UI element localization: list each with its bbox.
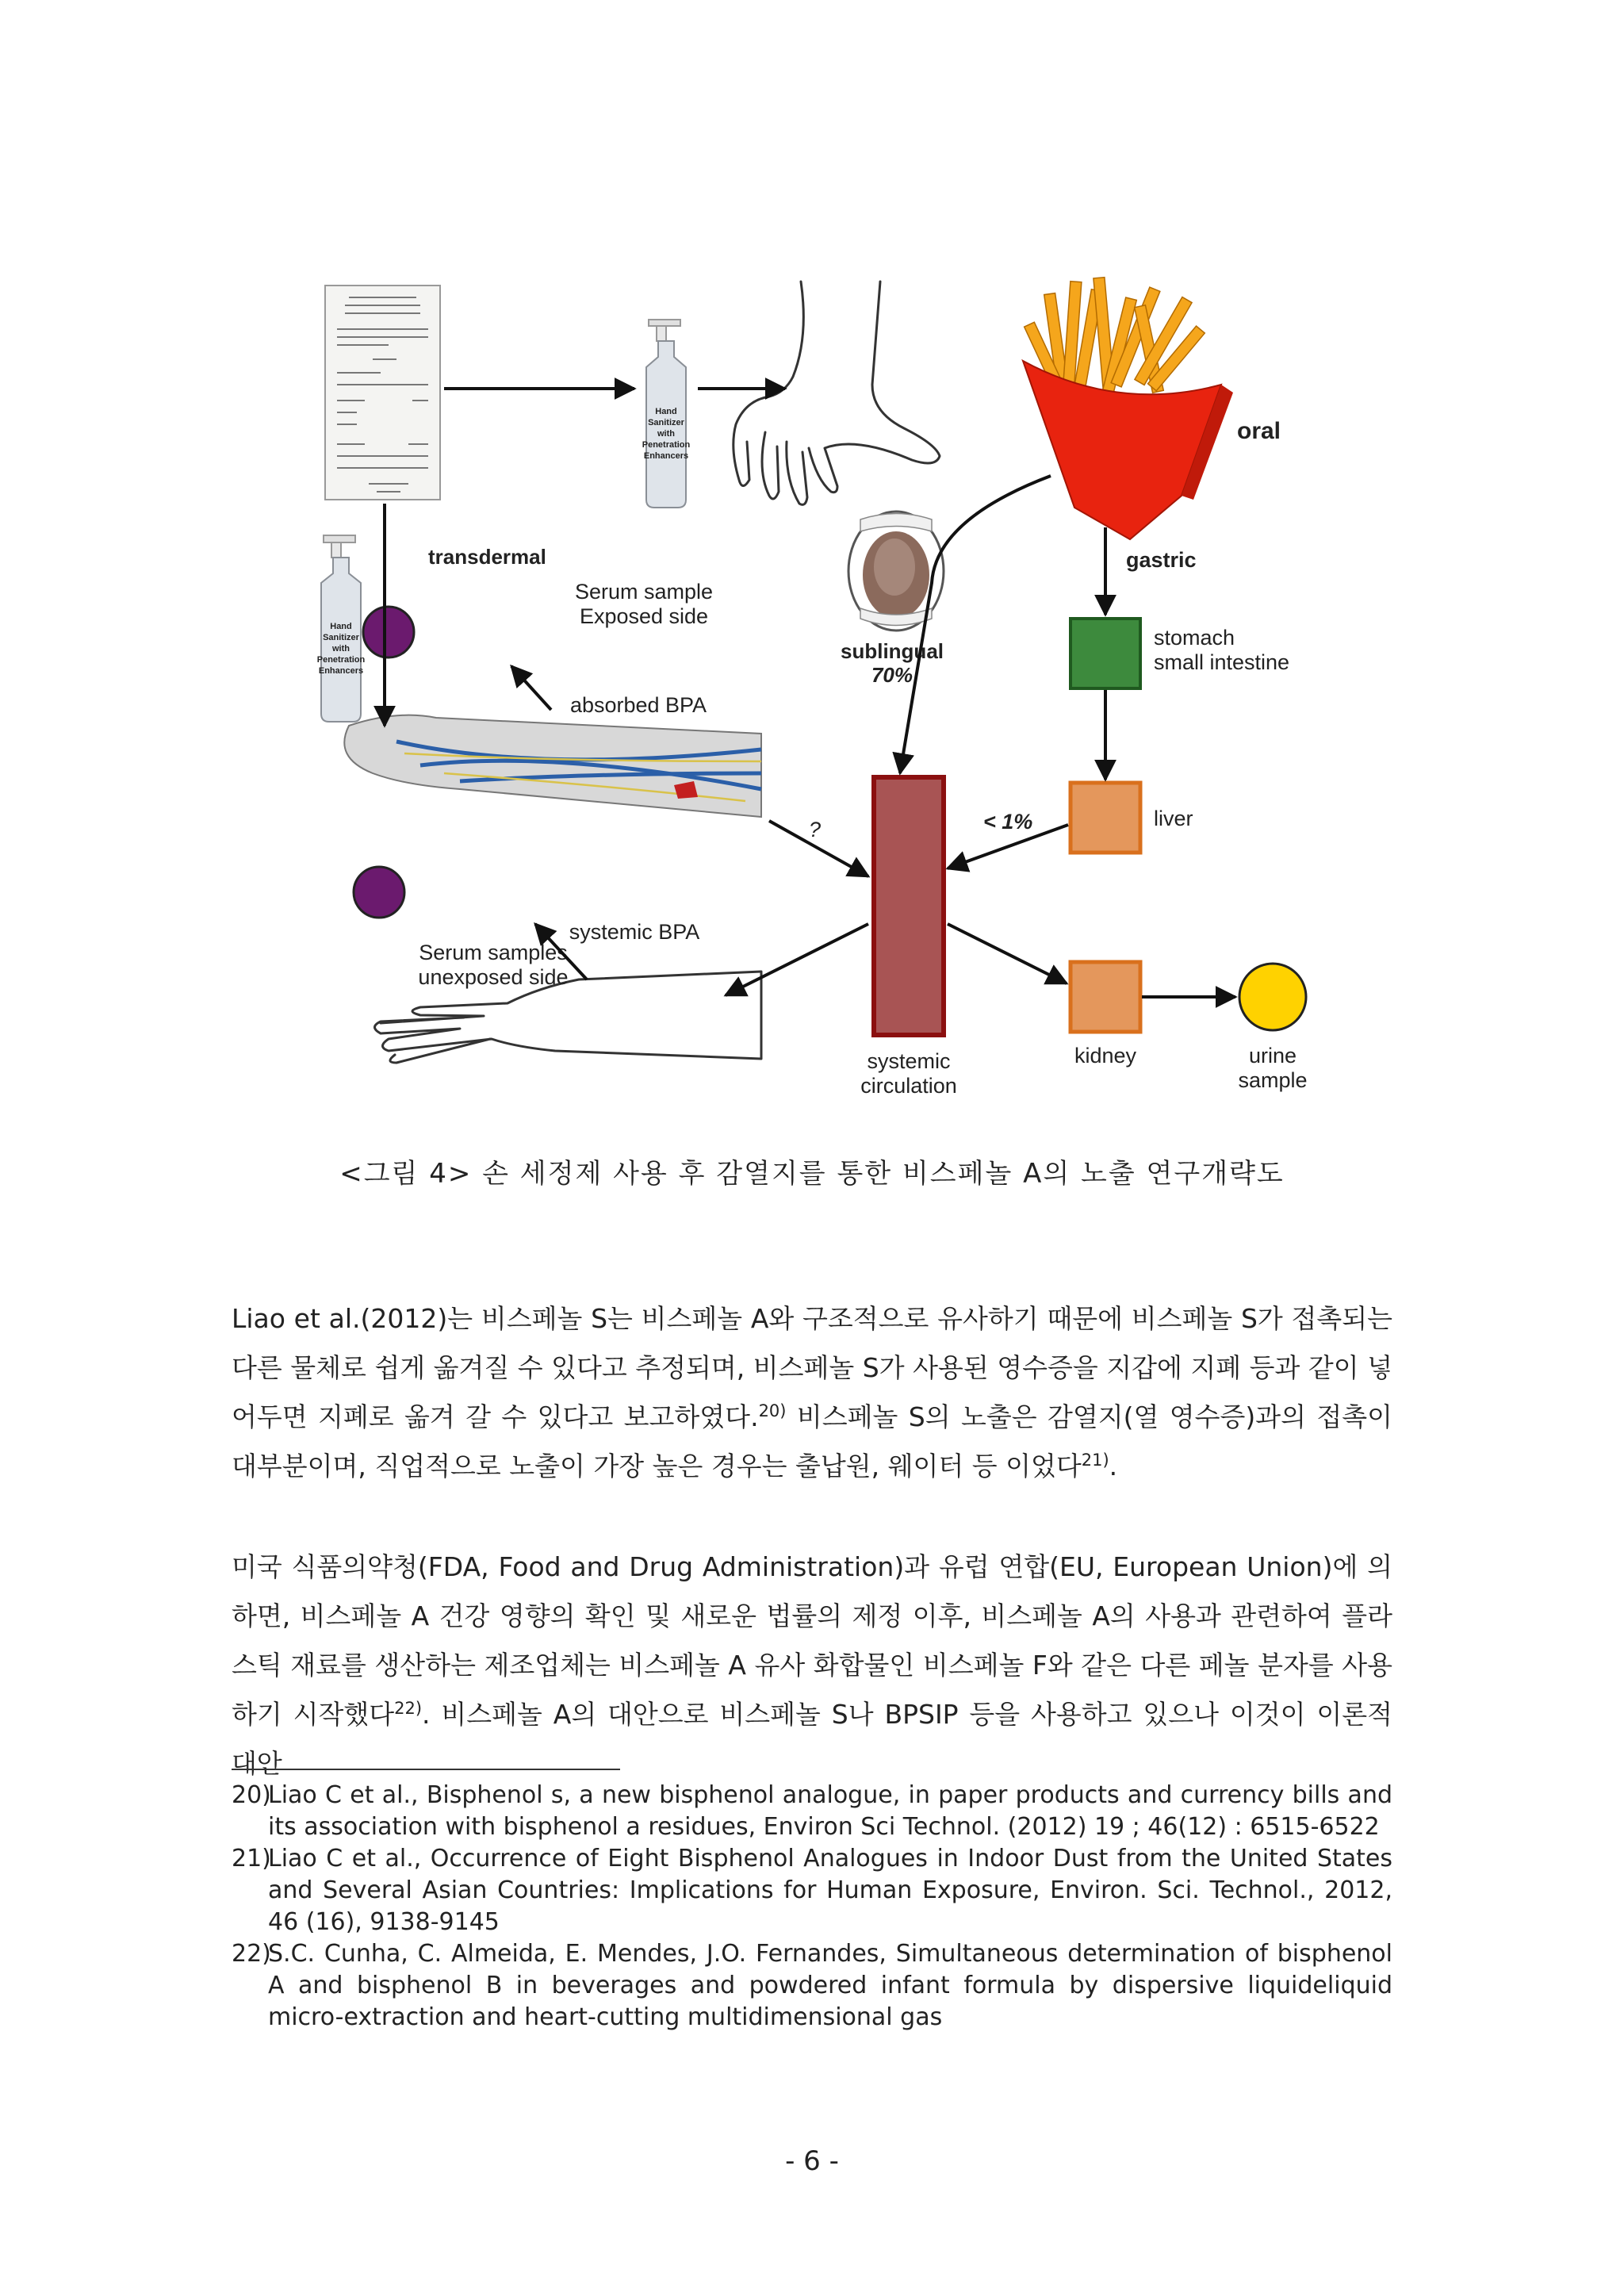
page-number: - 6 - <box>785 2145 839 2177</box>
svg-text:Sanitizer: Sanitizer <box>648 418 684 427</box>
sublingual-percent: 70% <box>871 663 914 687</box>
svg-text:unexposed side: unexposed side <box>418 965 569 989</box>
absorbed-bpa-label: absorbed BPA <box>569 693 707 717</box>
footnote-ref-21[interactable]: 21) <box>1081 1451 1109 1470</box>
paragraph-1: Liao et al.(2012)는 비스페놀 S는 비스페놀 A와 구조적으로 유사하기 때문에 비스페놀 S가 접촉되는 다른 물체로 쉽게 옮겨질 수 있다고 추정되며, 비스페놀 S가 사용된 영수증을 지갑에 지폐 등과 같이 넣어두면 지폐로 옮겨 갈 수 있다고 보고하였다.$^{20)}$ 비스페놀 S의 노출은 감열지(열 영수증)과의 접촉이 대부분이며, 직업적으로 노출이 가장 높은 경우는 출납원, 웨이터 등 이었다$^{21)}$. <box>232 1303 1392 1481</box>
svg-text:small intestine: small intestine <box>1154 650 1290 674</box>
liver-box <box>1071 783 1140 853</box>
urine-label: urine <box>1248 1044 1297 1068</box>
kidney-box <box>1071 962 1140 1032</box>
stomach-box <box>1071 619 1140 688</box>
svg-text:circulation: circulation <box>860 1074 957 1098</box>
svg-text:Sanitizer: Sanitizer <box>323 633 359 642</box>
footnotes <box>232 1780 1392 2033</box>
kidney-label: kidney <box>1074 1044 1137 1068</box>
footnote-22: 22) S.C. Cunha, C. Almeida, E. Mendes, J.O. Fernandes, Simultaneous determination of bisphenol A and bisphenol B in beverages and powdered infant formula by dispersive liquideliquid micro-extraction and heart-cutting multidimensional gas <box>232 1940 1392 2031</box>
footnote-divider <box>232 1769 620 1770</box>
stomach-label: stomach <box>1154 626 1235 650</box>
sublingual-label: sublingual <box>841 639 944 663</box>
urine-sample-dot <box>1239 964 1306 1030</box>
sanitizer-bottle-top <box>642 320 691 508</box>
sanitizer-bottle-left <box>317 535 366 722</box>
svg-text:sample: sample <box>1238 1068 1308 1092</box>
question-label: ? <box>809 818 822 841</box>
receipt-image <box>325 286 440 500</box>
footnote-20: 20) Liao C et al., Bisphenol s, a new bisphenol analogue, in paper products and currency bills and its association with bisphenol a residues, Environ Sci Technol. (2012) 19 ; 46(12) : 6515-6522 <box>232 1781 1392 1841</box>
systemic-circulation-box <box>874 777 944 1035</box>
svg-text:Hand: Hand <box>330 622 352 631</box>
french-fries-icon <box>1023 278 1281 539</box>
sanitizer-label: Hand <box>655 407 677 416</box>
footnote-21: 21) Liao C et al., Occurrence of Eight Bisphenol Analogues in Indoor Dust from the United States and Several Asian Countries: Implications for Human Exposure, Environ. Sci. Technol., 2012, 46 (16), 9138-9145 <box>232 1845 1392 1936</box>
open-mouth-icon <box>848 512 944 631</box>
svg-text:with: with <box>657 429 675 439</box>
figure-caption: <그림 4> 손 세정제 사용 후 감열지를 통한 비스페놀 A의 노출 연구개략도 <box>339 1158 1285 1190</box>
serum-unexposed-label: Serum samples <box>419 941 568 964</box>
transdermal-label: transdermal <box>428 545 546 569</box>
less-1pct-label: < 1% <box>983 810 1033 834</box>
serum-dot-unexposed <box>354 867 404 918</box>
svg-text:with: with <box>332 644 350 654</box>
forearm-veins-image <box>344 715 761 817</box>
svg-text:Penetration: Penetration <box>642 440 691 450</box>
oral-label: oral <box>1237 418 1281 444</box>
footnote-ref-20[interactable]: 20) <box>758 1401 787 1420</box>
serum-exposed-label: Serum sample <box>574 580 714 604</box>
systemic-circulation-label: systemic <box>867 1049 951 1073</box>
svg-text:Penetration: Penetration <box>316 655 366 665</box>
svg-text:Enhancers: Enhancers <box>643 451 689 461</box>
systemic-bpa-label: systemic BPA <box>569 920 700 944</box>
gastric-label: gastric <box>1126 548 1197 572</box>
svg-text:Enhancers: Enhancers <box>318 666 364 676</box>
liver-label: liver <box>1154 807 1193 830</box>
serum-dot-exposed <box>363 607 414 657</box>
footnote-ref-22[interactable]: 22) <box>394 1699 423 1718</box>
paragraph-2: 미국 식품의약청(FDA, Food and Drug Administration)과 유럽 연합(EU, European Union)에 의하면, 비스페놀 A 건강 영향의 확인 및 새로운 법률의 제정 이후, 비스페놀 A의 사용과 관련하여 플라스틱 재료를 생산하는 제조업체는 비스페놀 A 유사 화합물인 비스페놀 F와 같은 다른 페놀 분자를 사용하기 시작했다$^{22)}$. 비스페놀 A의 대안으로 비스페놀 S나 BPSIP 등을 사용하고 있으나 이것이 이론적 대안 <box>232 1551 1392 1779</box>
exposure-diagram <box>301 266 1332 1138</box>
hand-outline-icon <box>733 282 940 504</box>
svg-text:Exposed side: Exposed side <box>579 604 709 628</box>
